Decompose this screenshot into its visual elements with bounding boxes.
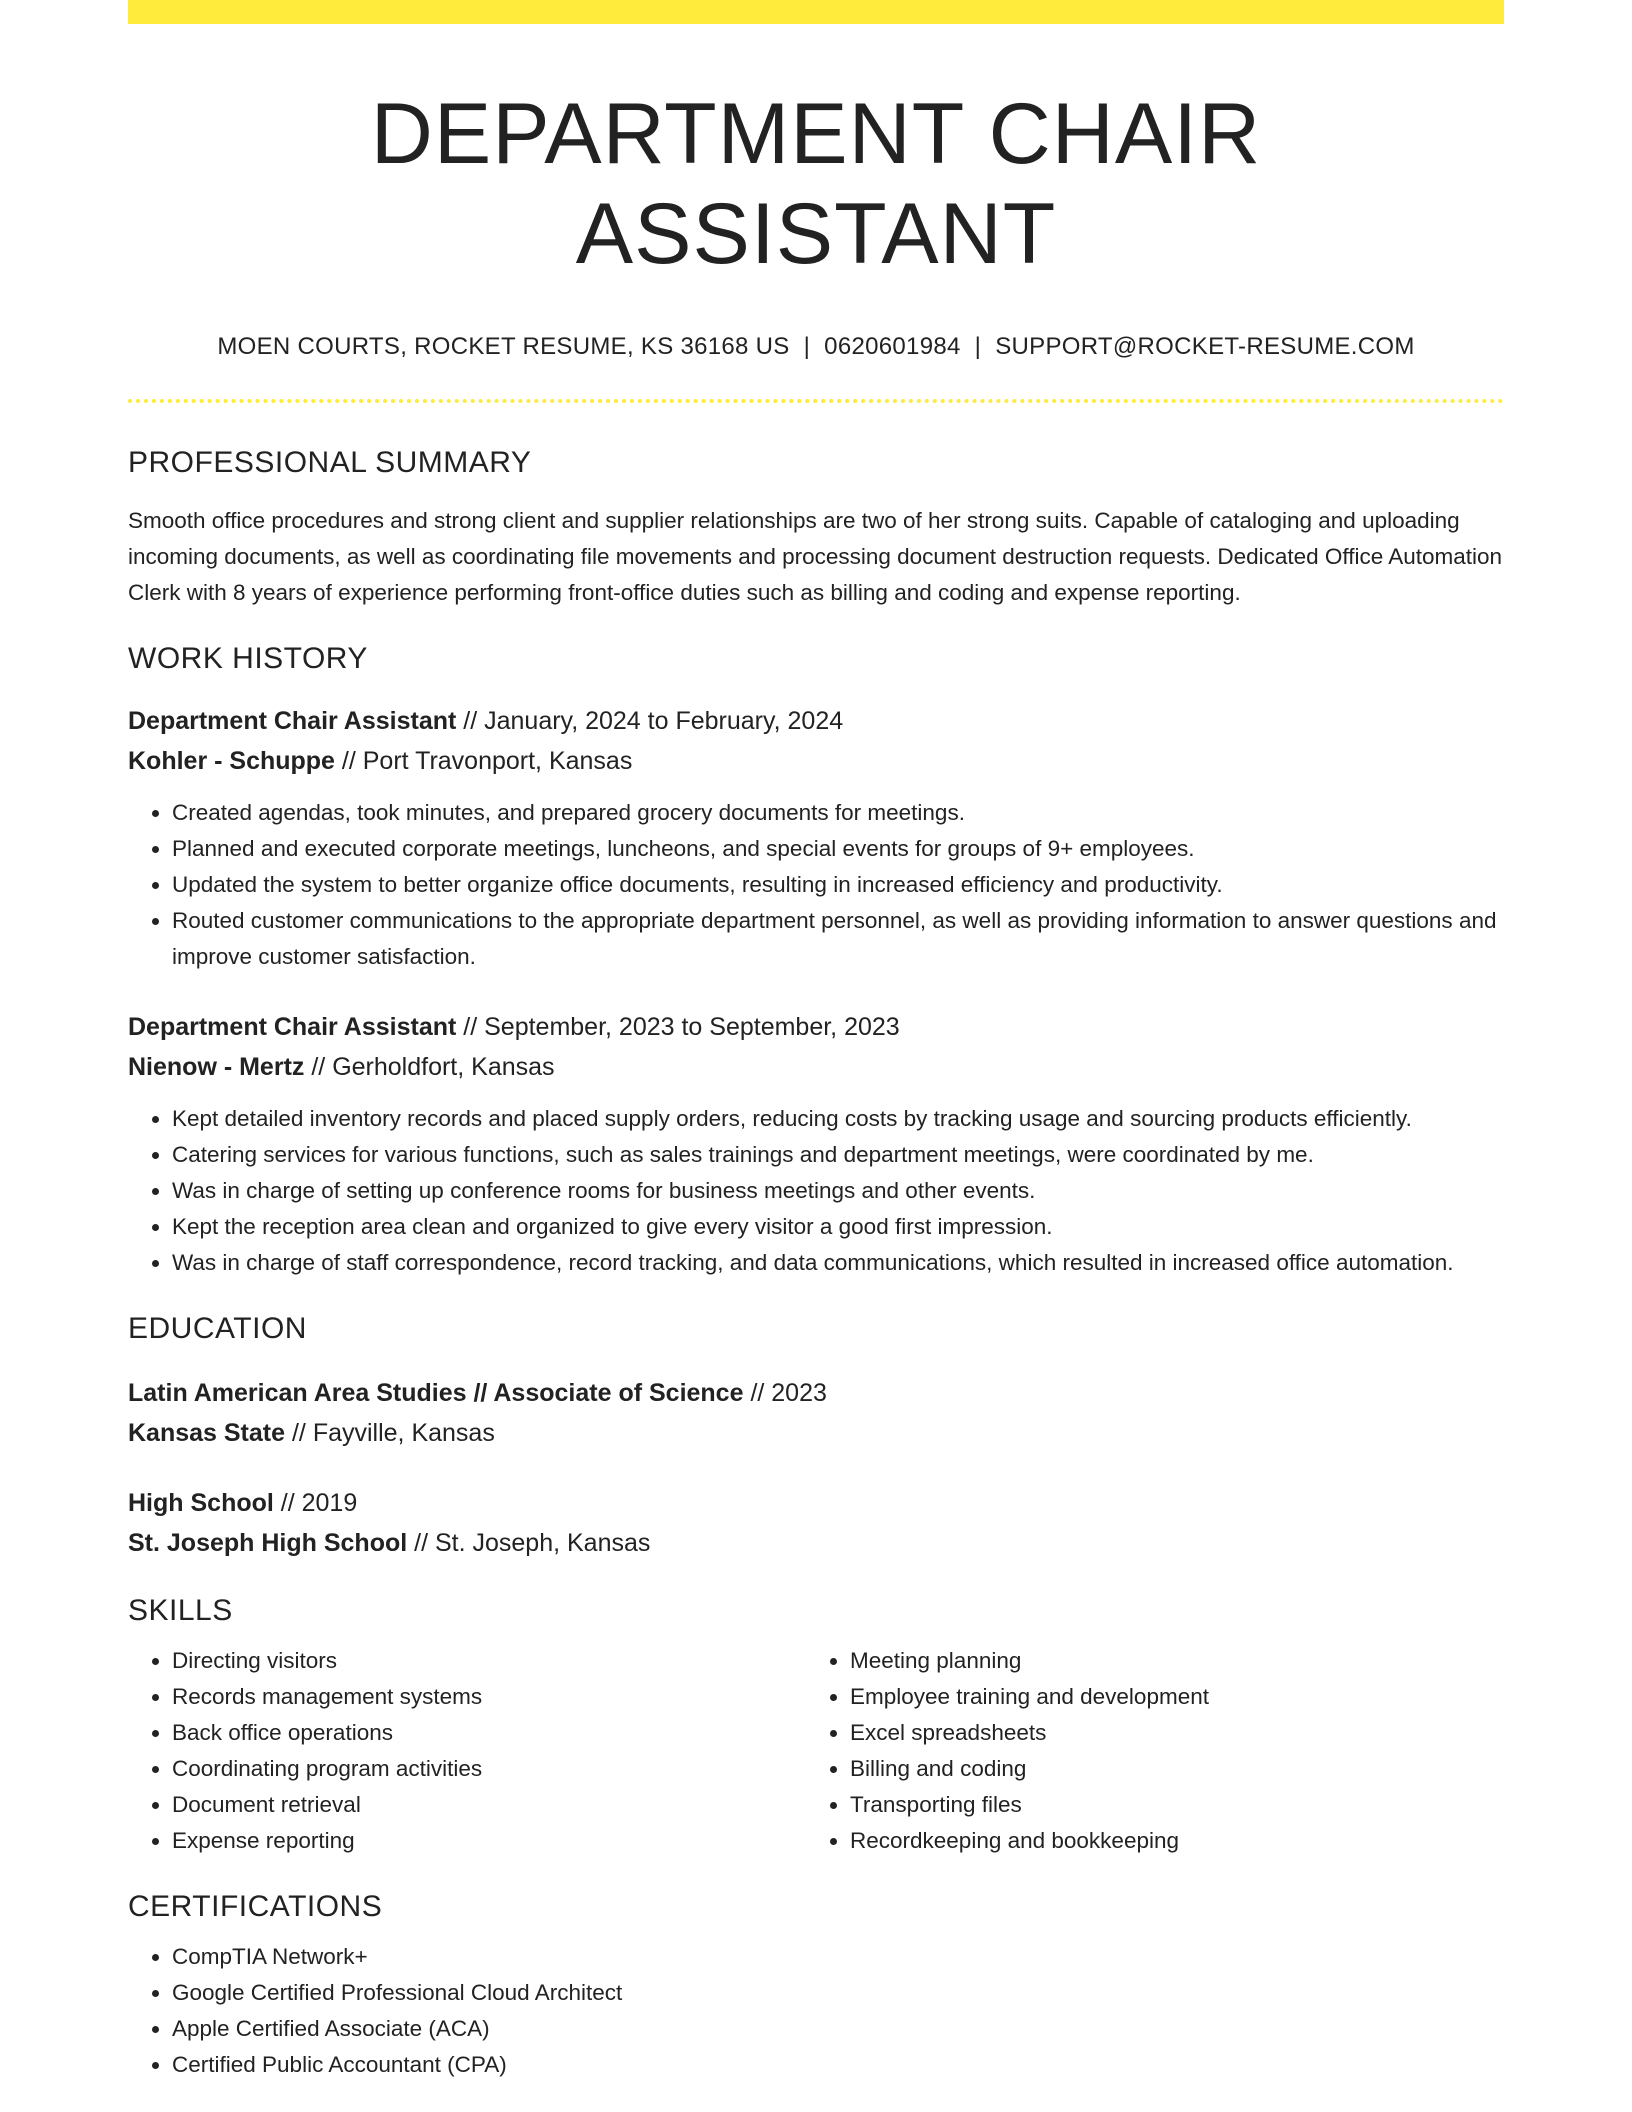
job-company: Kohler - Schuppe [128, 747, 335, 775]
list-item: • Certified Public Accountant (CPA) [172, 2047, 1504, 2083]
education-degree: Latin American Area Studies // Associate of Science [128, 1379, 744, 1407]
skills-left-column [128, 1643, 806, 1859]
work-history-heading: WORK HISTORY [128, 642, 368, 675]
contact-phone: 0620601984 [824, 333, 961, 360]
job-role: Department Chair Assistant [128, 707, 457, 735]
job-bullets [128, 1101, 1504, 1281]
job-entry [128, 1007, 1504, 1281]
resume-name: DEPARTMENT CHAIR ASSISTANT [370, 86, 1262, 282]
list-item: • Created agendas, took minutes, and prepared grocery documents for meetings. [172, 795, 1504, 831]
list-item: • Was in charge of staff correspondence, record tracking, and data communications, which resulted in increased office automation. [172, 1245, 1504, 1281]
job-title-line [128, 701, 1504, 741]
education-entry [128, 1483, 1504, 1563]
education-heading: EDUCATION [128, 1312, 307, 1345]
job-company-line [128, 1047, 1504, 1087]
list-item: • Billing and coding [850, 1751, 1484, 1787]
education-school: Kansas State [128, 1419, 286, 1447]
dotted-divider [128, 399, 1504, 403]
education-location: // Fayville, Kansas [285, 1419, 495, 1447]
contact-separator: | [803, 333, 811, 360]
list-item: • Recordkeeping and bookkeeping [850, 1823, 1484, 1859]
contact-line [128, 332, 1504, 362]
list-item: • Catering services for various functions, such as sales trainings and department meetings, were coordinated by me. [172, 1137, 1504, 1173]
list-item: • Coordinating program activities [172, 1751, 806, 1787]
list-item: • Expense reporting [172, 1823, 806, 1859]
list-item: • Kept detailed inventory records and placed supply orders, reducing costs by tracking usage and sourcing products efficiently. [172, 1101, 1504, 1137]
certifications-heading: CERTIFICATIONS [128, 1890, 383, 1923]
list-item: • Excel spreadsheets [850, 1715, 1484, 1751]
education-degree-line [128, 1373, 1504, 1413]
education-year: // 2019 [273, 1489, 358, 1517]
list-item: • Kept the reception area clean and organized to give every visitor a good first impression. [172, 1209, 1504, 1245]
list-item: • Records management systems [172, 1679, 806, 1715]
job-company-line [128, 741, 1504, 781]
list-item: • Back office operations [172, 1715, 806, 1751]
list-item: • Apple Certified Associate (ACA) [172, 2011, 1504, 2047]
accent-bar [128, 0, 1504, 24]
list-item: • Updated the system to better organize office documents, resulting in increased efficiency and productivity. [172, 867, 1504, 903]
list-item: • Google Certified Professional Cloud Architect [172, 1975, 1504, 2011]
education-location: // St. Joseph, Kansas [407, 1529, 651, 1557]
list-item: • Transporting files [850, 1787, 1484, 1823]
list-item: • Employee training and development [850, 1679, 1484, 1715]
education-school-line [128, 1523, 1504, 1563]
list-item: • Document retrieval [172, 1787, 806, 1823]
skills-columns [128, 1643, 1504, 1859]
contact-address: MOEN COURTS, ROCKET RESUME, KS 36168 US [217, 333, 790, 360]
skills-heading: SKILLS [128, 1594, 233, 1627]
list-item: • Routed customer communications to the appropriate department personnel, as well as providing information to answer questions and improve customer satisfaction. [172, 903, 1504, 975]
education-entry [128, 1373, 1504, 1453]
list-item: • Meeting planning [850, 1643, 1484, 1679]
job-title-line [128, 1007, 1504, 1047]
list-item: • Planned and executed corporate meetings, luncheons, and special events for groups of 9+ employees. [172, 831, 1504, 867]
education-school: St. Joseph High School [128, 1529, 408, 1557]
education-degree: High School [128, 1489, 274, 1517]
job-entry [128, 701, 1504, 975]
list-item: • Directing visitors [172, 1643, 806, 1679]
job-dates: // September, 2023 to September, 2023 [456, 1013, 900, 1041]
list-item: • Was in charge of setting up conference rooms for business meetings and other events. [172, 1173, 1504, 1209]
skills-right-column [806, 1643, 1484, 1859]
list-item: • CompTIA Network+ [172, 1939, 1504, 1975]
job-role: Department Chair Assistant [128, 1013, 457, 1041]
education-year: // 2023 [743, 1379, 827, 1407]
resume-page [128, 0, 1504, 2083]
summary-heading: PROFESSIONAL SUMMARY [128, 446, 532, 479]
education-school-line [128, 1413, 1504, 1453]
job-location: // Port Travonport, Kansas [334, 747, 633, 775]
job-location: // Gerholdfort, Kansas [304, 1053, 555, 1081]
job-dates: // January, 2024 to February, 2024 [456, 707, 844, 735]
education-degree-line [128, 1483, 1504, 1523]
contact-separator: | [974, 333, 982, 360]
contact-email: SUPPORT@ROCKET-RESUME.COM [995, 333, 1415, 360]
job-company: Nienow - Mertz [128, 1053, 305, 1081]
certifications-list [128, 1939, 1504, 2083]
summary-text: Smooth office procedures and strong client and supplier relationships are two of her strong suits. Capable of cataloging and uploading incoming documents, as well as coordinating file movements and processing document destruction requests. Dedicated Office Automation Clerk with 8 years of experience performing front-office duties such as billing and coding and expense reporting. [128, 508, 1503, 605]
job-bullets [128, 795, 1504, 975]
